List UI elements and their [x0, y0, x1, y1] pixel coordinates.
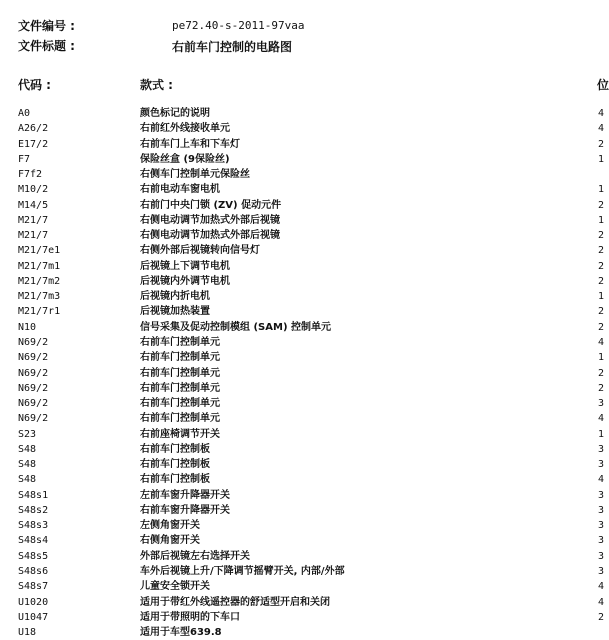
list-item: [0, 182, 605, 197]
list-item: [0, 564, 605, 579]
list-item: [0, 381, 605, 396]
component-code: U18: [18, 627, 37, 639]
component-position: 3: [598, 459, 605, 471]
component-code: M21/7: [18, 214, 49, 226]
component-position: 3: [598, 520, 605, 532]
component-description: 右侧角窗开关: [140, 535, 200, 547]
component-description: 适用于车型639.8: [140, 627, 222, 639]
component-code: M21/7e1: [18, 245, 61, 257]
model-column-header: 款式 :: [140, 78, 173, 92]
component-description: 左前车窗升降器开关: [140, 489, 230, 501]
component-position: 2: [598, 230, 605, 242]
list-item: [0, 121, 605, 136]
component-code: F7f2: [18, 169, 43, 181]
code-column-header: 代码 :: [18, 78, 51, 92]
list-item: [0, 549, 605, 564]
component-description: 右前座椅调节开关: [140, 428, 220, 440]
component-position: 4: [598, 336, 605, 348]
component-position: 1: [598, 214, 605, 226]
component-code: U1020: [18, 596, 49, 608]
component-position: 1: [598, 428, 605, 440]
component-code: S48s6: [18, 565, 49, 577]
component-position: 3: [598, 504, 605, 516]
component-code: U1047: [18, 611, 49, 623]
component-description: 右侧电动调节加热式外部后视镜: [140, 214, 280, 226]
component-description: 右前车门控制单元: [140, 398, 220, 410]
component-description: 右前红外线接收单元: [140, 123, 230, 135]
component-description: 右前门中央门锁 (ZV) 促动元件: [140, 199, 282, 211]
component-code: M21/7m1: [18, 260, 61, 272]
component-position: 1: [598, 352, 605, 364]
component-description: 后视镜内折电机: [140, 291, 210, 303]
component-description: 保险丝盒 (9保险丝): [140, 153, 230, 165]
component-description: 右前车窗升降器开关: [140, 504, 230, 516]
component-position: 4: [598, 581, 605, 593]
component-description: 右侧外部后视镜转向信号灯: [140, 245, 260, 257]
component-description: 右前车门控制单元: [140, 352, 220, 364]
list-item: [0, 167, 605, 182]
list-item: [0, 457, 605, 472]
component-position: 4: [598, 474, 605, 486]
list-item: [0, 518, 605, 533]
list-item: [0, 625, 605, 640]
component-position: 2: [598, 306, 605, 318]
list-item: [0, 427, 605, 442]
component-position: 3: [598, 565, 605, 577]
component-description: 车外后视镜上升/下降调节摇臂开关, 内部/外部: [140, 565, 345, 577]
component-description: 后视镜内外调节电机: [140, 275, 230, 287]
component-position: 3: [598, 535, 605, 547]
list-item: [0, 366, 605, 381]
list-item: [0, 396, 605, 411]
component-code: A0: [18, 108, 31, 119]
list-item: [0, 213, 605, 228]
component-position: 2: [598, 382, 605, 394]
component-code: N69/2: [18, 352, 49, 364]
component-code: A26/2: [18, 123, 49, 135]
component-position: 1: [598, 291, 605, 303]
list-item: [0, 488, 605, 503]
component-code: S48: [18, 459, 37, 471]
list-item: [0, 198, 605, 213]
component-code: E17/2: [18, 138, 49, 150]
list-item: [0, 228, 605, 243]
list-item: [0, 320, 605, 335]
component-code: M21/7r1: [18, 306, 61, 318]
component-position: 1: [598, 153, 605, 165]
component-code: M21/7: [18, 230, 49, 242]
list-item: [0, 350, 605, 365]
component-code: S48s7: [18, 581, 49, 593]
component-description: 后视镜加热装置: [140, 306, 210, 318]
component-position: 4: [598, 108, 605, 119]
component-code: M21/7m2: [18, 275, 61, 287]
doc-number-label: 文件编号 :: [18, 19, 75, 33]
doc-title-label: 文件标题 :: [18, 39, 75, 53]
component-code: S48s1: [18, 489, 49, 501]
component-position: 3: [598, 489, 605, 501]
list-item: [0, 152, 605, 167]
component-position: 2: [598, 321, 605, 333]
list-item: [0, 610, 605, 625]
component-code: M21/7m3: [18, 291, 61, 303]
list-item: [0, 503, 605, 518]
component-description: 右前车门上车和下车灯: [140, 138, 240, 150]
doc-number-value: pe72.40-s-2011-97vaa: [172, 19, 305, 32]
component-position: 2: [598, 260, 605, 272]
component-code: N10: [18, 321, 37, 333]
component-position: 3: [598, 443, 605, 455]
component-position: 3: [598, 550, 605, 562]
component-position: 2: [598, 275, 605, 287]
component-position: 1: [598, 184, 605, 196]
list-item: [0, 533, 605, 548]
component-description: 右侧电动调节加热式外部后视镜: [140, 230, 280, 242]
component-code: N69/2: [18, 336, 49, 348]
component-description: 儿童安全锁开关: [140, 581, 210, 593]
list-item: [0, 137, 605, 152]
component-description: 右前车门控制板: [140, 459, 210, 471]
component-description: 后视镜上下调节电机: [140, 260, 230, 272]
component-description: 适用于带红外线遥控器的舒适型开启和关闭: [140, 596, 330, 608]
component-description: 右侧车门控制单元保险丝: [140, 169, 250, 181]
list-item: [0, 411, 605, 426]
component-description: 外部后视镜左右选择开关: [140, 550, 250, 562]
component-position: 3: [598, 398, 605, 410]
component-code: S48s5: [18, 550, 49, 562]
list-item: [0, 304, 605, 319]
component-description: 颜色标记的说明: [140, 108, 210, 119]
component-description: 右前车门控制单元: [140, 413, 220, 425]
component-code: S23: [18, 428, 37, 440]
list-item: [0, 335, 605, 350]
component-description: 右前车门控制板: [140, 443, 210, 455]
component-position: 4: [598, 596, 605, 608]
component-description: 右前车门控制单元: [140, 336, 220, 348]
component-code: S48: [18, 443, 37, 455]
component-position: 2: [598, 199, 605, 211]
list-item: [0, 289, 605, 304]
list-item: [0, 595, 605, 610]
component-position: 2: [598, 138, 605, 150]
component-code: N69/2: [18, 382, 49, 394]
component-code: N69/2: [18, 398, 49, 410]
list-item: [0, 106, 605, 121]
component-code: N69/2: [18, 413, 49, 425]
list-item: [0, 579, 605, 594]
list-item: [0, 472, 605, 487]
component-description: 右前车门控制板: [140, 474, 210, 486]
component-position: 4: [598, 123, 605, 135]
position-column-header: 位: [597, 78, 609, 92]
component-description: 适用于带照明的下车口: [140, 611, 240, 623]
list-item: [0, 243, 605, 258]
list-item: [0, 442, 605, 457]
component-description: 右前电动车窗电机: [140, 184, 220, 196]
component-list: [0, 106, 605, 640]
list-item: [0, 274, 605, 289]
list-item: [0, 259, 605, 274]
component-code: S48s2: [18, 504, 49, 516]
component-code: F7: [18, 153, 31, 165]
component-position: 2: [598, 245, 605, 257]
component-position: 4: [598, 413, 605, 425]
component-position: 2: [598, 367, 605, 379]
component-code: S48s3: [18, 520, 49, 532]
component-code: M10/2: [18, 184, 49, 196]
doc-title-value: 右前车门控制的电路图: [172, 40, 293, 54]
component-code: M14/5: [18, 199, 49, 211]
component-position: 2: [598, 611, 605, 623]
component-code: N69/2: [18, 367, 49, 379]
component-code: S48: [18, 474, 37, 486]
component-description: 信号采集及促动控制模组 (SAM) 控制单元: [140, 321, 331, 333]
component-code: S48s4: [18, 535, 49, 547]
component-description: 右前车门控制单元: [140, 367, 220, 379]
component-description: 左侧角窗开关: [140, 520, 200, 532]
component-description: 右前车门控制单元: [140, 382, 220, 394]
